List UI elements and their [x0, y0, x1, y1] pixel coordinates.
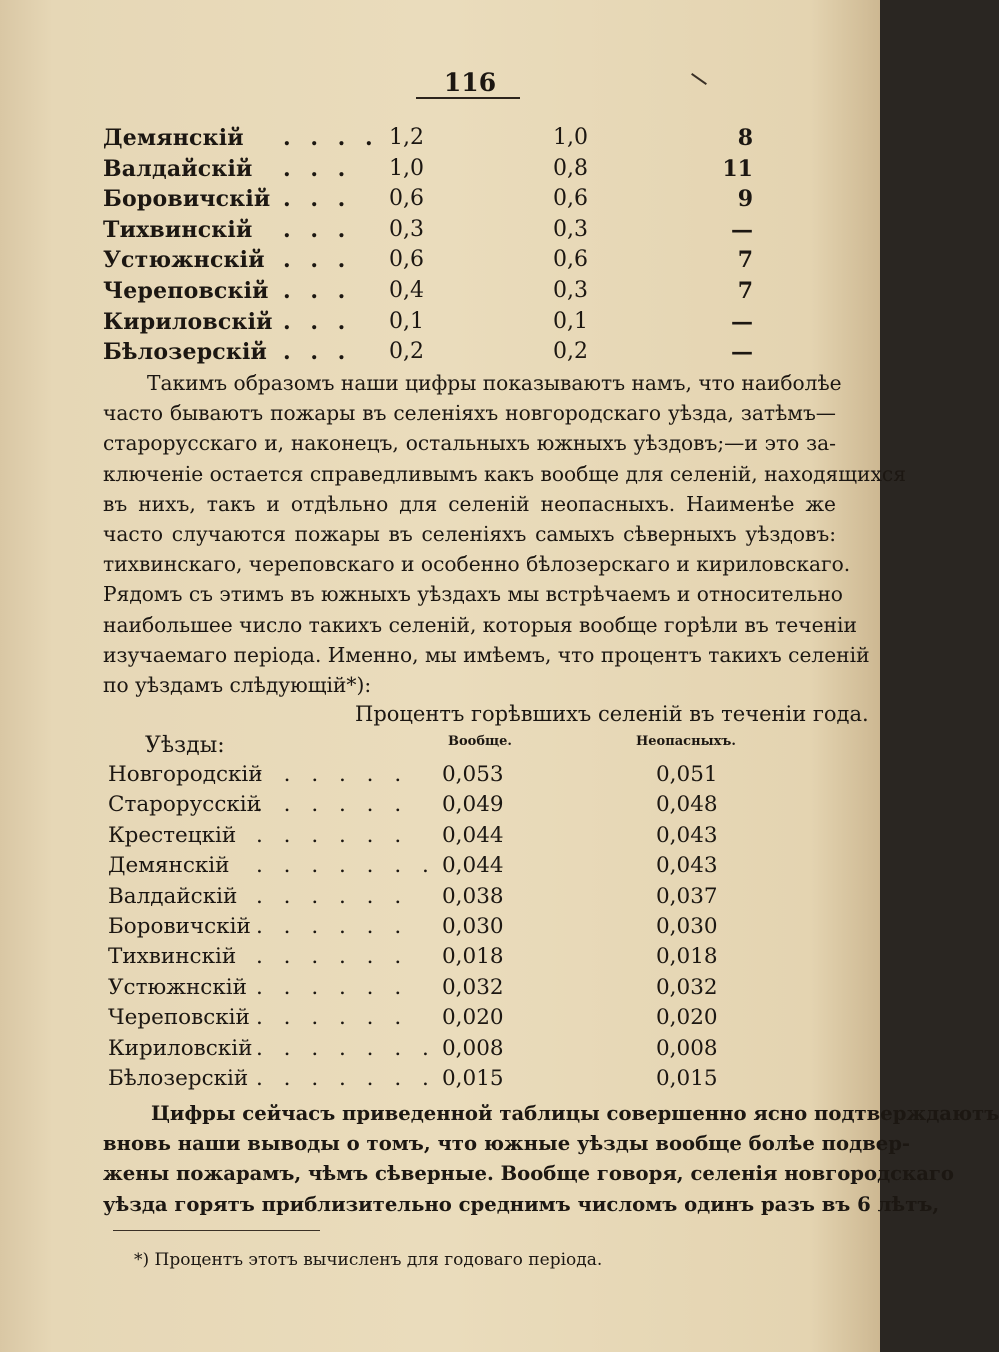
table-row: [103, 186, 763, 216]
leader-dots: . . . . . .: [256, 914, 409, 939]
value-col2: 0,3: [553, 216, 588, 242]
value-col3: —: [731, 339, 753, 366]
leader-dots: . . .: [283, 339, 352, 366]
leader-dots: . . . . . . .: [256, 1066, 436, 1091]
table-row: [108, 975, 748, 1005]
value-col1: 0,6: [389, 247, 424, 273]
table2-header-general: Вообще.: [448, 734, 512, 749]
value-col3: 9: [737, 186, 753, 213]
district-name: Новгородскій: [108, 762, 263, 787]
district-name: Череповскій: [108, 1005, 250, 1031]
value-general: 0,015: [442, 1066, 504, 1091]
text-line: наибольшее число такихъ селеній, которыя вообще горѣли въ теченіи: [103, 612, 857, 637]
district-name: Демянскій: [103, 125, 244, 151]
table-row: [103, 339, 763, 369]
value-col2: 0,1: [553, 308, 588, 334]
value-col1: 0,6: [389, 186, 424, 212]
leader-dots: . . .: [283, 186, 352, 213]
district-name: Крестецкій: [108, 822, 237, 848]
text-line: Цифры сейчасъ приведенной таблицы совершенно ясно подтверждаютъ: [151, 1102, 999, 1125]
district-name: Старорусскій: [108, 792, 262, 818]
leader-dots: . . . . . .: [256, 883, 409, 909]
leader-dots: . . .: [283, 155, 352, 182]
table-row: [108, 1005, 748, 1035]
value-general: 0,049: [442, 792, 504, 818]
paragraph-2: [103, 1099, 999, 1220]
table-row: [103, 125, 763, 155]
value-general: 0,008: [442, 1035, 504, 1061]
text-line: часто случаются пожары въ селеніяхъ самыхъ сѣверныхъ уѣздовъ:: [103, 522, 836, 547]
value-nondangerous: 0,030: [656, 914, 718, 939]
district-name: Кириловскій: [103, 308, 273, 335]
footnote: *) Процентъ этотъ вычисленъ для годоваго періода.: [134, 1250, 603, 1270]
table-row: [108, 762, 748, 792]
value-col3: 7: [737, 278, 753, 304]
district-name: Валдайскій: [108, 883, 238, 909]
district-name: Устюжнскій: [103, 247, 265, 274]
value-nondangerous: 0,018: [656, 944, 718, 970]
paragraph-1: [103, 368, 906, 700]
value-col3: 8: [737, 125, 753, 151]
table2-caption: Процентъ горѣвшихъ селеній въ теченіи года.: [355, 702, 869, 726]
table-row: [108, 853, 748, 883]
text-line: уѣзда горятъ приблизительно среднимъ числомъ одинъ разъ въ 6 лѣтъ,: [103, 1192, 940, 1216]
district-name: Кириловскій: [108, 1035, 253, 1061]
header-rule: [416, 97, 520, 99]
value-col1: 0,3: [389, 216, 424, 242]
value-col2: 0,8: [553, 155, 588, 181]
text-line: тихвинскаго, череповскаго и особенно бѣлозерскаго и кириловскаго.: [103, 552, 851, 577]
text-line: по уѣздамъ слѣдующій*):: [103, 673, 372, 698]
value-col3: 11: [722, 155, 753, 182]
value-general: 0,018: [442, 944, 504, 970]
value-general: 0,032: [442, 974, 504, 1000]
text-line: жены пожарамъ, чѣмъ сѣверные. Вообще говоря, селенія новгородскаго: [103, 1162, 954, 1186]
text-line: Рядомъ съ этимъ въ южныхъ уѣздахъ мы встрѣчаемъ и относительно: [103, 582, 843, 607]
text-line: въ нихъ, такъ и отдѣльно для селеній неопасныхъ. Наименѣе же: [103, 491, 836, 516]
text-line: ключеніе остается справедливымъ какъ вообще для селеній, находящихся: [103, 461, 906, 486]
leader-dots: . . .: [283, 247, 352, 274]
leader-dots: . . . . . .: [256, 1005, 409, 1031]
leader-dots: . . . . . .: [256, 822, 409, 848]
value-general: 0,038: [442, 883, 504, 909]
value-col2: 0,3: [553, 278, 588, 303]
value-general: 0,053: [442, 762, 504, 787]
leader-dots: . . .: [283, 216, 352, 243]
value-col2: 0,2: [553, 339, 588, 365]
value-general: 0,044: [442, 822, 504, 848]
value-nondangerous: 0,015: [656, 1066, 718, 1091]
district-name: Бѣлозерскій: [103, 339, 268, 366]
text-line: Такимъ образомъ наши цифры показываютъ намъ, что наиболѣе: [147, 371, 842, 395]
text-line: старорусскаго и, наконецъ, остальныхъ южныхъ уѣздовъ;—и это за-: [103, 431, 836, 456]
district-name: Боровичскій: [103, 186, 271, 213]
value-general: 0,030: [442, 914, 504, 939]
value-nondangerous: 0,048: [656, 792, 718, 818]
text-line: часто бываютъ пожары въ селеніяхъ новгородскаго уѣзда, затѣмъ—: [103, 401, 836, 426]
table-row: [108, 1036, 748, 1066]
value-col2: 0,6: [553, 186, 588, 212]
value-col1: 0,2: [389, 339, 424, 365]
page-number: 116: [443, 68, 497, 97]
value-general: 0,044: [442, 853, 504, 879]
table-row: [108, 914, 748, 944]
district-name: Бѣлозерскій: [108, 1066, 249, 1091]
table-row: [108, 884, 748, 914]
footnote-rule: [113, 1230, 320, 1231]
district-name: Устюжнскій: [108, 974, 247, 1000]
leader-dots: . . . . . . .: [256, 853, 436, 879]
table2-header-nondangerous: Неопасныхъ.: [636, 734, 736, 749]
table-row: [103, 156, 763, 186]
table-row: [103, 309, 763, 339]
leader-dots: . . .: [283, 278, 352, 304]
text-line: изучаемаго періода. Именно, мы имѣемъ, что процентъ такихъ селеній: [103, 642, 870, 667]
value-nondangerous: 0,037: [656, 883, 718, 909]
table-row: [103, 217, 763, 247]
value-nondangerous: 0,008: [656, 1035, 718, 1061]
district-name: Череповскій: [103, 278, 269, 304]
district-name: Боровичскій: [108, 914, 251, 939]
district-name: Валдайскій: [103, 155, 253, 182]
value-col1: 0,1: [389, 308, 424, 334]
leader-dots: . . . .: [283, 125, 379, 151]
text-line: вновь наши выводы о томъ, что южные уѣзды вообще болѣе подвер-: [103, 1132, 911, 1156]
leader-dots: . . . . . .: [256, 944, 409, 970]
value-col2: 0,6: [553, 247, 588, 273]
value-col3: —: [731, 308, 753, 335]
value-nondangerous: 0,020: [656, 1005, 718, 1031]
table-row: [103, 278, 763, 308]
district-name: Тихвинскій: [108, 944, 237, 970]
value-col2: 1,0: [553, 125, 588, 150]
table-row: [108, 1066, 748, 1096]
district-name: Демянскій: [108, 853, 230, 879]
table2-header-districts: Уѣзды:: [145, 733, 225, 758]
value-col3: —: [731, 216, 753, 243]
leader-dots: . . .: [283, 308, 352, 335]
leader-dots: . . . . . . .: [256, 1035, 436, 1061]
leader-dots: · . . . . .: [256, 762, 409, 787]
value-col1: 1,2: [389, 125, 424, 150]
value-col1: 1,0: [389, 155, 424, 181]
value-col1: 0,4: [389, 278, 424, 303]
table-row: [103, 247, 763, 277]
value-col3: 7: [737, 247, 753, 274]
value-nondangerous: 0,043: [656, 822, 718, 848]
table-row: [108, 823, 748, 853]
leader-dots: . . . . . .: [256, 974, 409, 1000]
value-general: 0,020: [442, 1005, 504, 1031]
value-nondangerous: 0,051: [656, 762, 718, 787]
table-row: [108, 792, 748, 822]
leader-dots: . . . . . .: [256, 792, 409, 818]
table-row: [108, 944, 748, 974]
value-nondangerous: 0,032: [656, 974, 718, 1000]
value-nondangerous: 0,043: [656, 853, 718, 879]
district-name: Тихвинскій: [103, 216, 253, 243]
